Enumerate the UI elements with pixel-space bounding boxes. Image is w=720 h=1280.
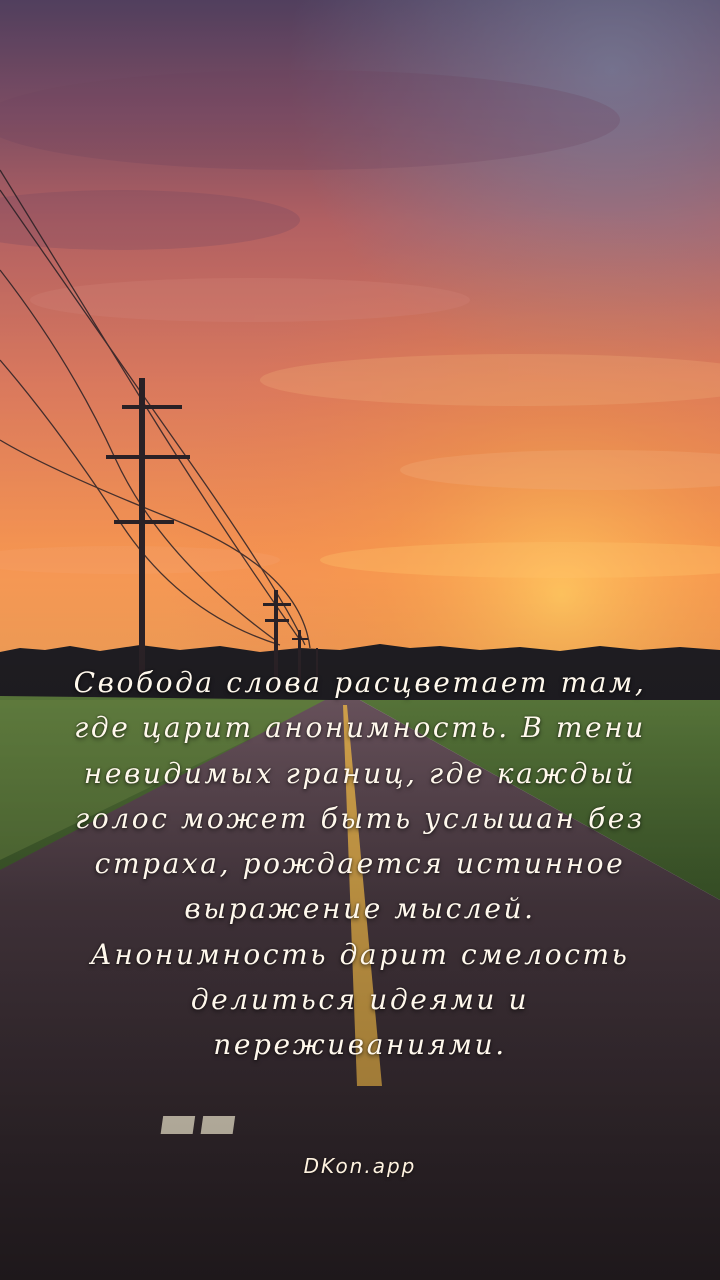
brand-watermark: DKon.app xyxy=(303,1154,417,1178)
quote-text: Свобода слова расцветает там, где царит анонимность. В тени невидимых границ, где каждый голос может быть услышан без страха, рождается истинное выражение мыслей. Анонимность дарит смелость делиться идеями и переживаниями. xyxy=(73,666,647,1062)
